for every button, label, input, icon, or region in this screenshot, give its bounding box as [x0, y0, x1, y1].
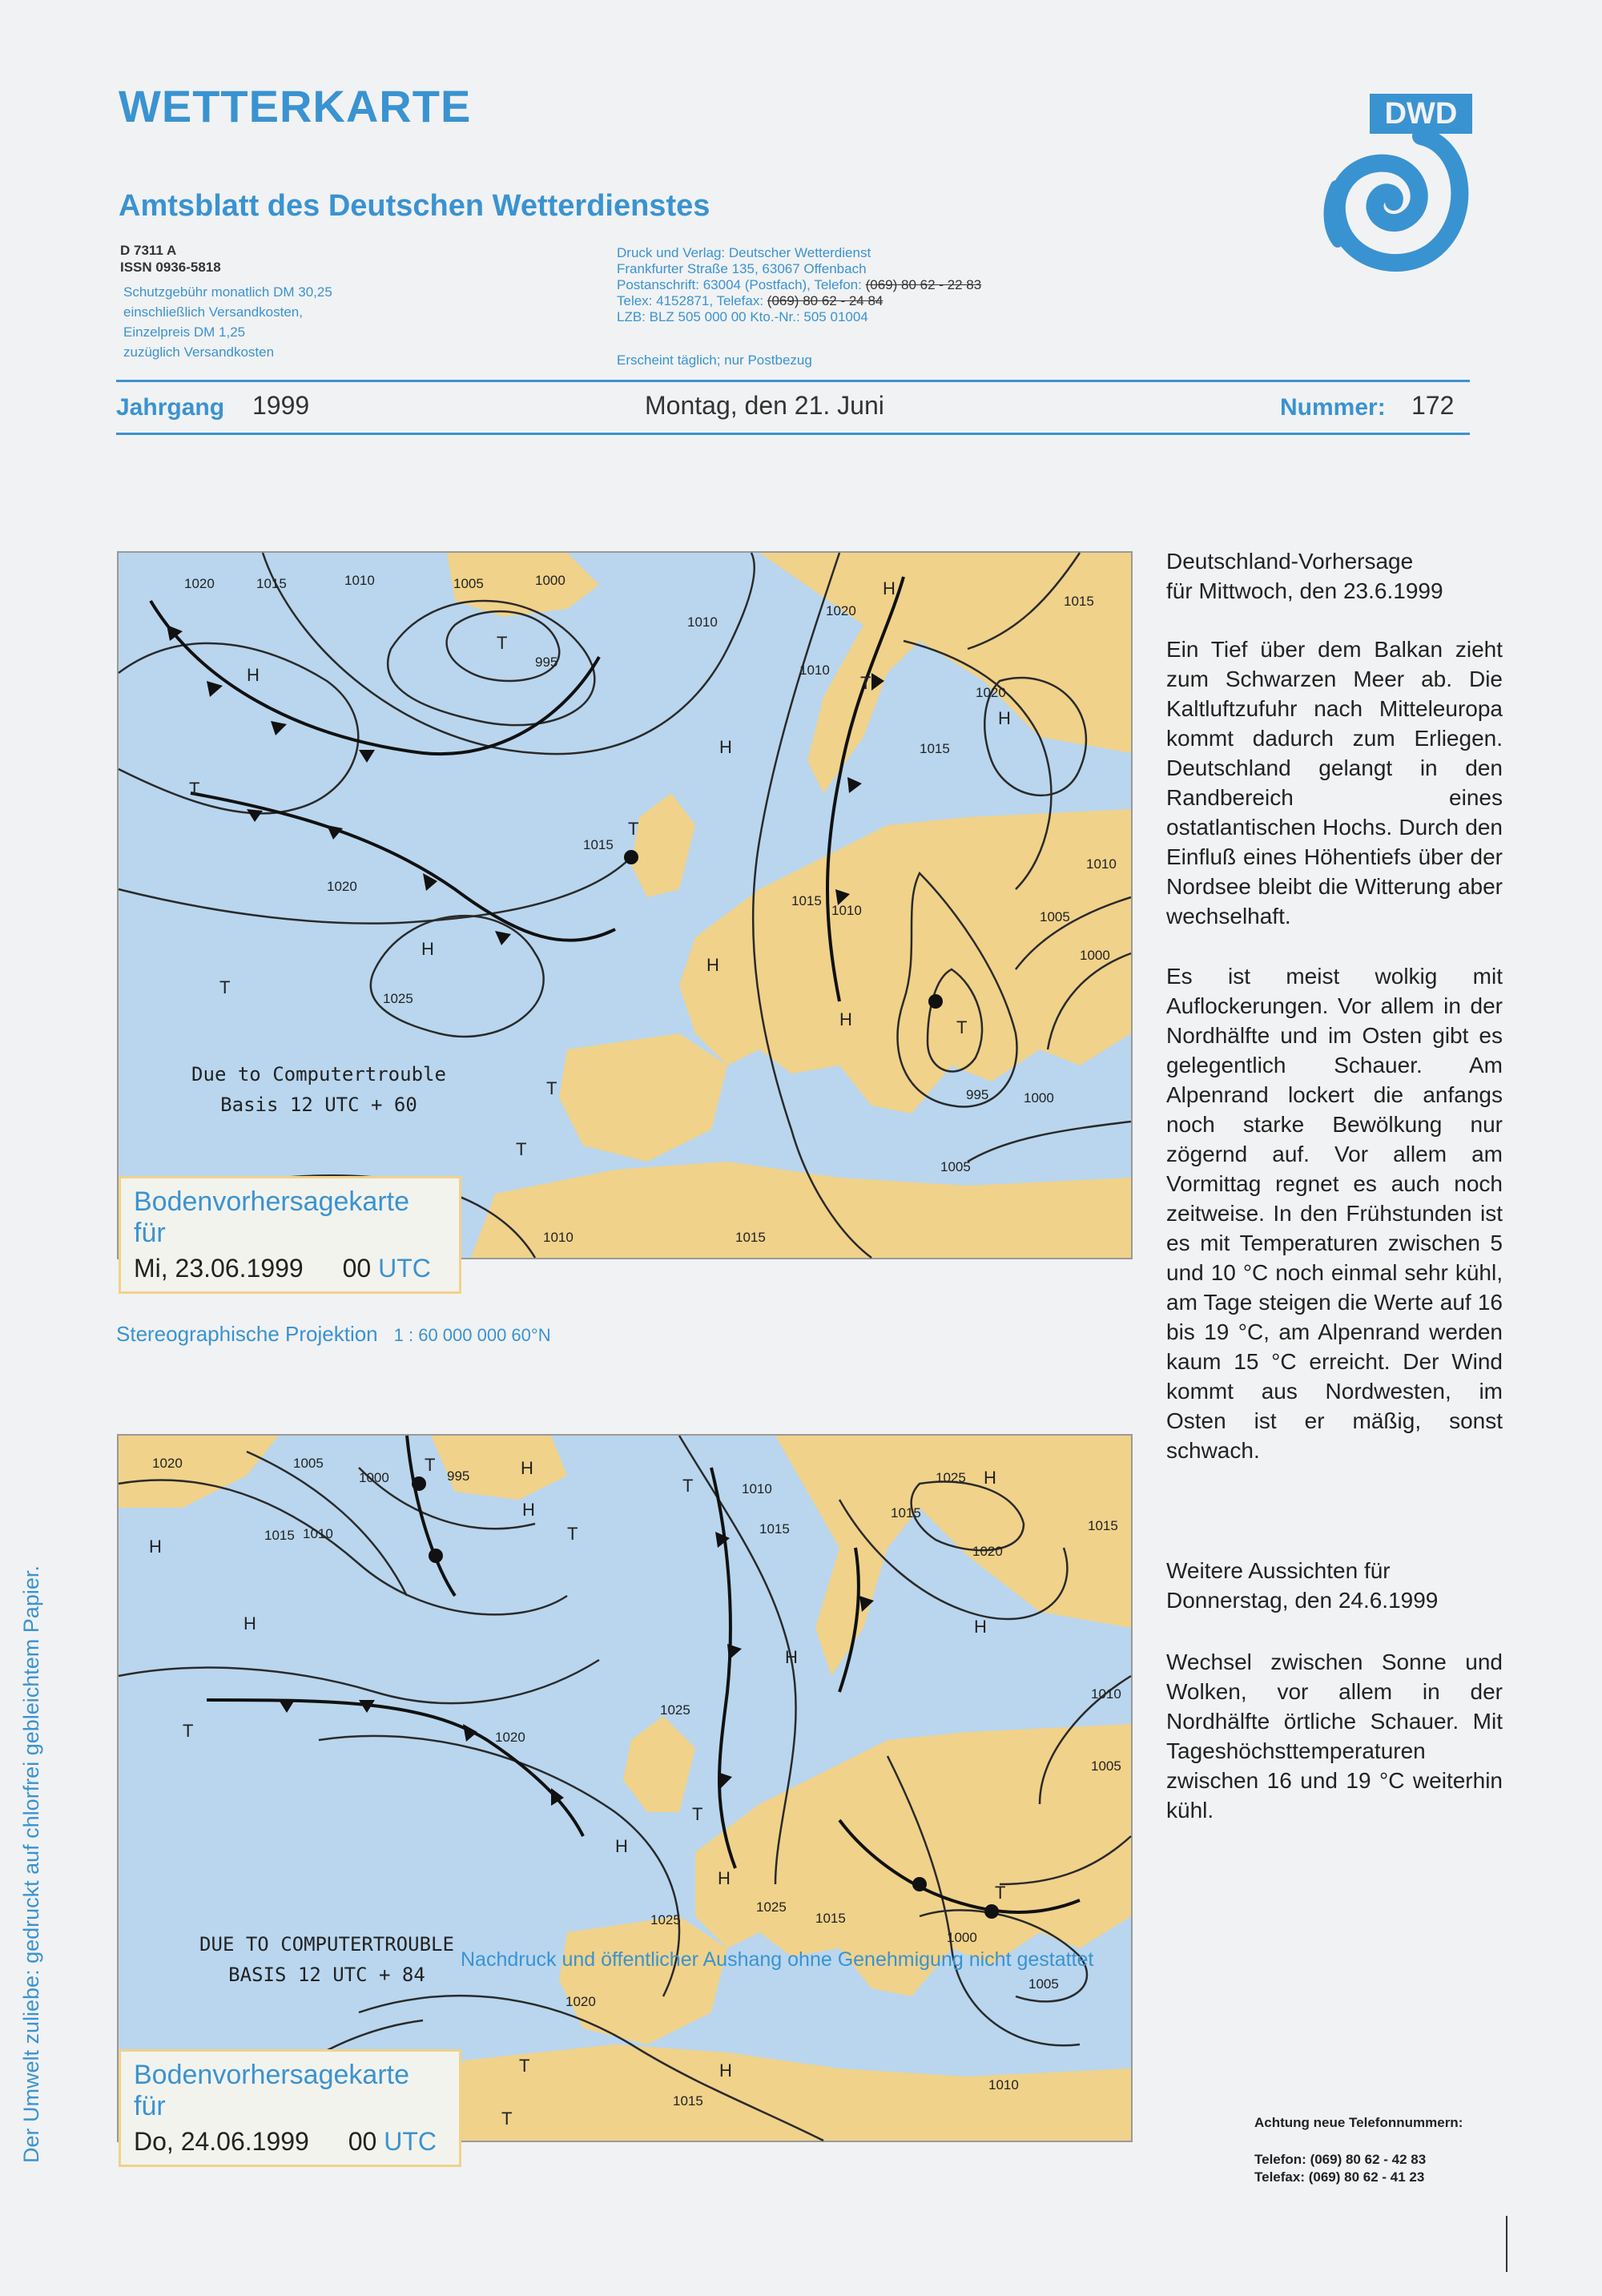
publication-note: Erscheint täglich; nur Postbezug	[617, 352, 812, 368]
publisher-line: Druck und Verlag: Deutscher Wetterdienst	[617, 245, 871, 260]
high-center: H	[719, 2060, 732, 2080]
pressure-label: 1025	[383, 991, 413, 1006]
pressure-label: 1015	[583, 837, 614, 852]
number-label: Nummer:	[1280, 394, 1386, 421]
pressure-label: 1015	[735, 1230, 766, 1245]
high-center: H	[247, 665, 260, 685]
map-caption-title: Bodenvorhersagekarte für	[134, 1186, 410, 1248]
pressure-label: 1000	[947, 1930, 977, 1945]
volume-label: Jahrgang	[116, 394, 225, 421]
pressure-label: 1010	[687, 614, 718, 630]
pressure-label: 1010	[988, 2077, 1019, 2093]
pressure-label: 1010	[1091, 1686, 1121, 1702]
high-center: H	[522, 1500, 535, 1520]
pressure-label: 1005	[1040, 909, 1070, 924]
publisher-line: LZB: BLZ 505 000 00 Kto.-Nr.: 505 01004	[617, 309, 868, 324]
low-center: T	[497, 633, 508, 653]
low-center: T	[546, 1078, 557, 1098]
logo-text: DWD	[1384, 97, 1458, 131]
pressure-label: 1020	[152, 1456, 183, 1471]
high-center: H	[998, 708, 1011, 728]
pressure-label: 1000	[1080, 948, 1110, 963]
environment-note: Der Umwelt zuliebe: gedruckt auf chlorfrei gebleichtem Papier.	[19, 1565, 43, 2163]
low-center: T	[860, 673, 871, 693]
publisher-line: Telex: 4152871, Telefax: (069) 80 62 - 24 84	[617, 293, 884, 308]
low-center: T	[219, 977, 231, 997]
fee-line: zuzüglich Versandkosten	[123, 344, 275, 360]
trim-mark	[1506, 2216, 1507, 2272]
fee-info	[123, 282, 332, 362]
map-caption-box	[119, 2049, 461, 2167]
high-center: H	[149, 1537, 162, 1557]
divider	[116, 433, 1470, 435]
publisher-line: Postanschrift: 63004 (Postfach), Telefon: (069) 80 62 - 22 83	[617, 277, 982, 292]
pressure-label: 1000	[359, 1470, 389, 1485]
pressure-label: 1015	[673, 2093, 703, 2109]
pressure-label: 1010	[543, 1230, 574, 1245]
high-center: H	[719, 737, 732, 757]
pressure-label: 1020	[184, 576, 215, 591]
fee-line: Schutzgebühr monatlich DM 30,25	[123, 284, 332, 300]
pressure-label: 1000	[1024, 1090, 1054, 1106]
pressure-label: 1015	[815, 1911, 846, 1926]
pressure-label: 1015	[791, 893, 822, 908]
map-caption-date: Do, 24.06.1999 00 UTC	[134, 2127, 437, 2156]
pressure-label: 995	[535, 655, 558, 670]
pressure-label: 1005	[453, 576, 484, 591]
pressure-label: 1020	[495, 1730, 525, 1745]
pressure-label: 1020	[976, 685, 1006, 700]
fee-line: einschließlich Versandkosten,	[123, 304, 303, 320]
page-title: WETTERKARTE	[119, 81, 472, 131]
page-subtitle: Amtsblatt des Deutschen Wetterdienstes	[119, 189, 710, 223]
map-caption-title: Bodenvorhersagekarte für	[134, 2060, 410, 2121]
publisher-line: Frankfurter Straße 135, 63067 Offenbach	[617, 261, 867, 276]
high-center: H	[839, 1009, 852, 1029]
pressure-label: 995	[966, 1087, 989, 1102]
old-fax: (069) 80 62 - 24 84	[767, 293, 884, 308]
outlook-heading: Weitere Aussichten für Donnerstag, den 24.6.1999	[1166, 1558, 1439, 1613]
low-center: T	[628, 819, 639, 839]
low-center: T	[567, 1524, 578, 1544]
pressure-label: 1020	[566, 1994, 596, 2009]
pressure-label: 1015	[256, 576, 287, 591]
contact-heading: Achtung neue Telefonnummern:	[1254, 2115, 1463, 2130]
pressure-label: 1010	[344, 573, 375, 588]
map-caption-date: Mi, 23.06.1999 00 UTC	[134, 1254, 431, 1283]
publication-codes	[120, 242, 221, 276]
contact-fax: Telefax: (069) 80 62 - 41 23	[1254, 2169, 1425, 2185]
projection-note: Stereographische Projektion 1 : 60 000 000 60°N	[116, 1322, 551, 1346]
pressure-label: 1020	[327, 879, 357, 894]
pressure-label: 1005	[1091, 1758, 1121, 1774]
surface-forecast-map-wednesday	[117, 551, 1133, 1283]
pressure-label: 1015	[264, 1528, 295, 1543]
low-center: T	[692, 1804, 703, 1824]
map-canvas	[119, 1436, 1131, 2141]
pressure-label: 1010	[831, 903, 862, 918]
surface-forecast-map-thursday	[117, 1434, 1133, 2156]
pressure-label: 1010	[303, 1526, 333, 1541]
pressure-label: 1005	[1028, 1976, 1059, 1992]
low-center: T	[183, 1721, 194, 1741]
pressure-label: 1020	[972, 1544, 1003, 1559]
outlook-paragraph: Wechsel zwischen Sonne und Wolken, vor allem in der Nordhälfte örtliche Schauer. Mit Tageshöchsttemperaturen zwischen 16 und 19 °C weiterhin kühl.	[1166, 1649, 1503, 1823]
forecast-heading: Deutschland-Vorhersage für Mittwoch, den 23.6.1999	[1166, 549, 1443, 603]
pressure-label: 1010	[1086, 856, 1117, 872]
issn-code: ISSN 0936-5818	[120, 260, 221, 275]
pressure-label: 1015	[891, 1505, 921, 1521]
number-value: 172	[1411, 391, 1455, 420]
pressure-label: 1025	[660, 1702, 690, 1718]
pressure-label: 1020	[826, 603, 856, 618]
forecast-paragraph: Es ist meist wolkig mit Auflockerungen. Vor allem in der Nordhälfte und im Osten gibt es gelegentlich Schauer. Am Alpenrand lockert die anfangs noch starke Bewölkung nur zögernd auf. Vor allem am Vormittag regnet es auch noch zeitweise. In den Frühstunden ist es mit Temperaturen zwischen 5 und 10 °C noch einmal sehr kühl, am Tage steigen die Werte auf 16 bis 19 °C, am Alpenrand werden kaum 15 °C erreicht. Der Wind kommt aus Nordwesten, im Osten ist er mäßig, sonst schwach.	[1166, 964, 1503, 1463]
pressure-label: 1000	[535, 573, 566, 588]
pressure-label: 1015	[1064, 594, 1094, 609]
divider	[116, 380, 1470, 382]
pressure-label: 1010	[799, 663, 830, 678]
computer-trouble-note: Due to Computertrouble Basis 12 UTC + 60	[191, 1063, 446, 1116]
high-center: H	[718, 1868, 731, 1888]
postal-code: D 7311 A	[120, 243, 177, 258]
pressure-label: 1015	[1088, 1518, 1118, 1533]
pressure-label: 1015	[759, 1521, 790, 1537]
map-canvas	[119, 553, 1131, 1258]
pressure-label: 1010	[742, 1481, 772, 1496]
pressure-label: 1025	[650, 1912, 681, 1927]
low-center: T	[682, 1476, 694, 1496]
low-center: T	[995, 1883, 1006, 1903]
high-center: T	[501, 2109, 513, 2129]
high-center: H	[706, 955, 719, 975]
high-center: H	[785, 1647, 798, 1667]
high-center: H	[984, 1468, 996, 1488]
high-center: H	[615, 1836, 628, 1856]
high-center: H	[883, 578, 896, 598]
low-center: T	[956, 1017, 968, 1037]
computer-trouble-note: DUE TO COMPUTERTROUBLE BASIS 12 UTC + 84	[199, 1933, 454, 1986]
high-center: H	[244, 1613, 256, 1633]
low-center: T	[516, 1139, 527, 1159]
high-center: H	[974, 1617, 987, 1637]
fee-line: Einzelpreis DM 1,25	[123, 324, 246, 340]
forecast-paragraph: Ein Tief über dem Balkan zieht zum Schwarzen Meer ab. Die Kaltluftzufuhr nach Mitteleuropa kommt dadurch zum Erliegen. Deutschland gelangt in den Randbereich eines ostatlantischen Hochs. Durch den Einfluß eines Höhentiefs über der Nordsee bleibt die Witterung aber wechselhaft.	[1166, 637, 1503, 928]
low-center: T	[425, 1455, 436, 1475]
low-center: T	[189, 779, 200, 799]
high-center: H	[421, 939, 434, 959]
issue-date: Montag, den 21. Juni	[645, 391, 884, 420]
map-caption-box	[119, 1176, 461, 1294]
pressure-label: 1025	[936, 1470, 966, 1485]
volume-value: 1999	[252, 391, 310, 420]
pressure-label: 995	[447, 1468, 470, 1484]
contact-phone: Telefon: (069) 80 62 - 42 83	[1254, 2152, 1427, 2167]
low-center: T	[519, 2056, 530, 2076]
old-phone: (069) 80 62 - 22 83	[865, 277, 982, 292]
pressure-label: 1005	[293, 1456, 324, 1471]
pressure-label: 1025	[756, 1899, 787, 1915]
footer-note: Nachdruck und öffentlicher Aushang ohne Genehmigung nicht gestattet	[461, 1948, 1094, 1971]
pressure-label: 1015	[920, 741, 950, 756]
publisher-info	[617, 245, 981, 325]
high-center: H	[521, 1458, 533, 1478]
pressure-label: 1005	[940, 1159, 971, 1174]
